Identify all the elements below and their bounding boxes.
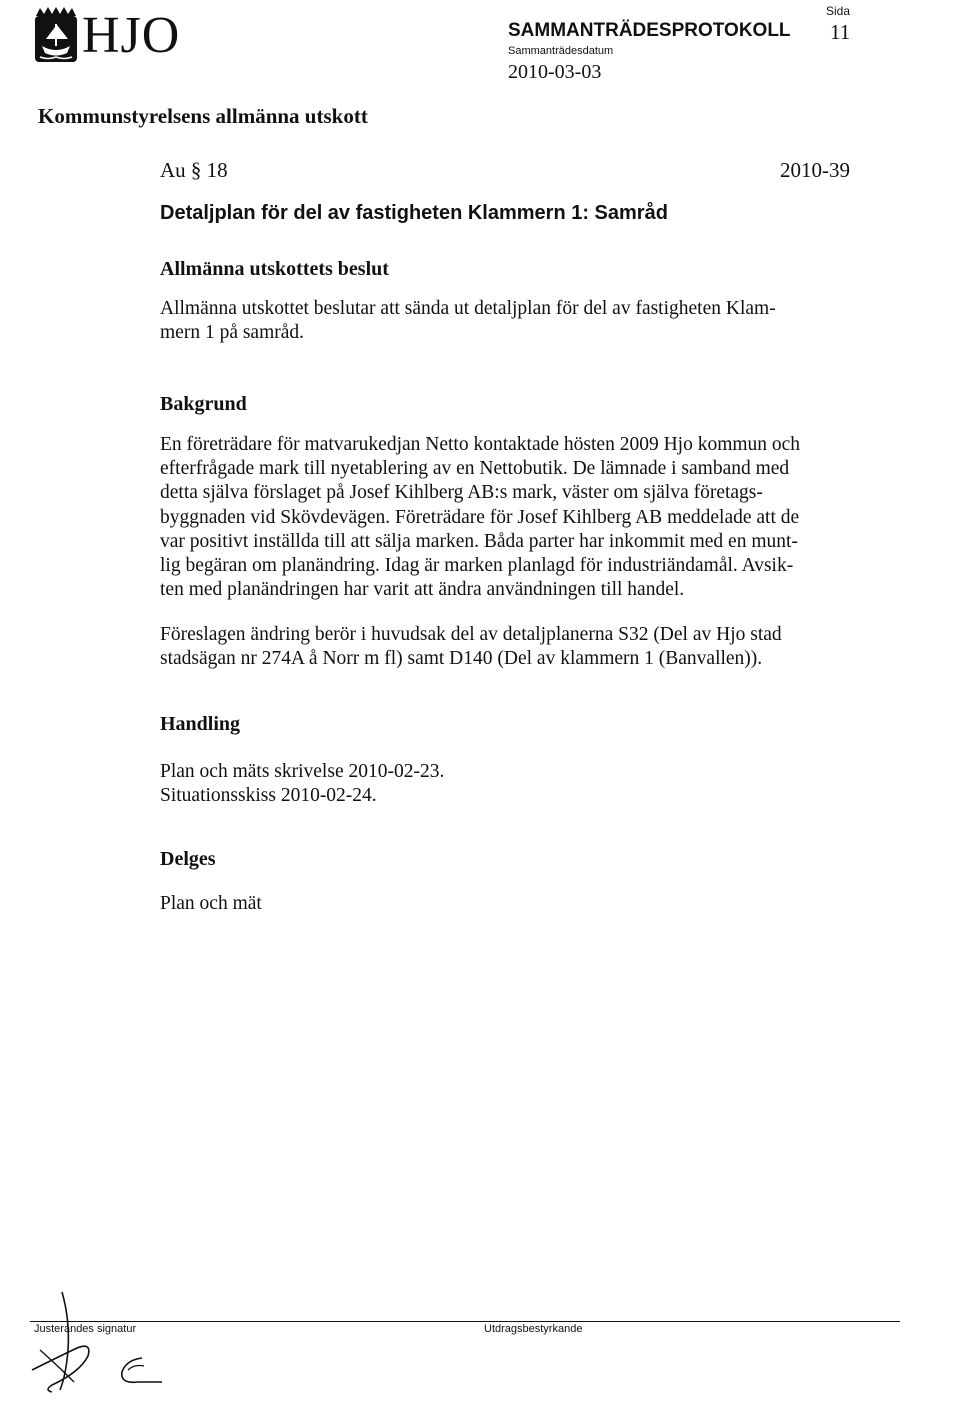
- recipient: Plan och mät: [160, 893, 262, 914]
- background-text: [160, 433, 860, 602]
- paragraph-number: Au § 18: [160, 158, 228, 182]
- text-line: Allmänna utskottet beslutar att sända ut detaljplan för del av fastigheten Klam-: [160, 298, 776, 319]
- document-reference: Situationsskiss 2010-02-24.: [160, 785, 377, 807]
- meeting-date-label: Sammanträdesdatum: [508, 45, 614, 57]
- distribution-heading: Delges: [160, 848, 216, 870]
- municipal-coat-of-arms-logo: [34, 6, 78, 64]
- item-title: Detaljplan för del av fastigheten Klammern 1: Samråd: [160, 202, 668, 224]
- case-number: 2010-39: [780, 158, 850, 182]
- handling-heading: Handling: [160, 713, 241, 735]
- text-line: efterfrågade mark till nyetablering av en Nettobutik. De lämnade i samband med: [160, 458, 790, 480]
- text-line: detta själva förslaget på Josef Kihlberg AB:s mark, väster om själva företags-: [160, 482, 763, 504]
- meeting-date: 2010-03-03: [508, 61, 602, 83]
- text-line: Föreslagen ändring berör i huvudsak del av detaljplanerna S32 (Del av Hjo stad: [160, 624, 782, 645]
- handling-list: [160, 760, 860, 808]
- text-line: mern 1 på samråd.: [160, 322, 305, 344]
- excerpt-certification-label: Utdragsbestyrkande: [484, 1323, 583, 1335]
- document-reference: Plan och mäts skrivelse 2010-02-23.: [160, 761, 445, 782]
- distribution-list: [160, 892, 860, 916]
- proposal-text: [160, 623, 860, 671]
- logo-wordmark: HJO: [82, 7, 181, 64]
- text-line: byggnaden vid Skövdevägen. Företrädare för Josef Kihlberg AB meddelade att de: [160, 506, 800, 528]
- text-line: lig begäran om planändring. Idag är marken planlagd för industriändamål. Avsik-: [160, 555, 794, 577]
- text-line: En företrädare för matvarukedjan Netto kontaktade hösten 2009 Hjo kommun och: [160, 434, 801, 455]
- page-label: Sida: [826, 4, 851, 18]
- page-number: 11: [830, 20, 851, 44]
- committee-name: Kommunstyrelsens allmänna utskott: [38, 104, 368, 128]
- text-line: stadsägan nr 274A å Norr m fl) samt D140 (Del av klammern 1 (Banvallen)).: [160, 648, 763, 670]
- decision-heading: Allmänna utskottets beslut: [160, 258, 389, 280]
- text-line: var positivt inställda till att sälja marken. Båda parter har inkommit med en munt-: [160, 530, 798, 552]
- text-line: ten med planändringen har varit att ändra användningen till handel.: [160, 579, 685, 601]
- signature-label: Justerandes signatur: [34, 1323, 137, 1335]
- handwritten-initials-signature: [22, 1290, 182, 1400]
- background-heading: Bakgrund: [160, 393, 247, 415]
- decision-text: [160, 297, 860, 345]
- protocol-title: SAMMANTRÄDESPROTOKOLL: [508, 20, 791, 41]
